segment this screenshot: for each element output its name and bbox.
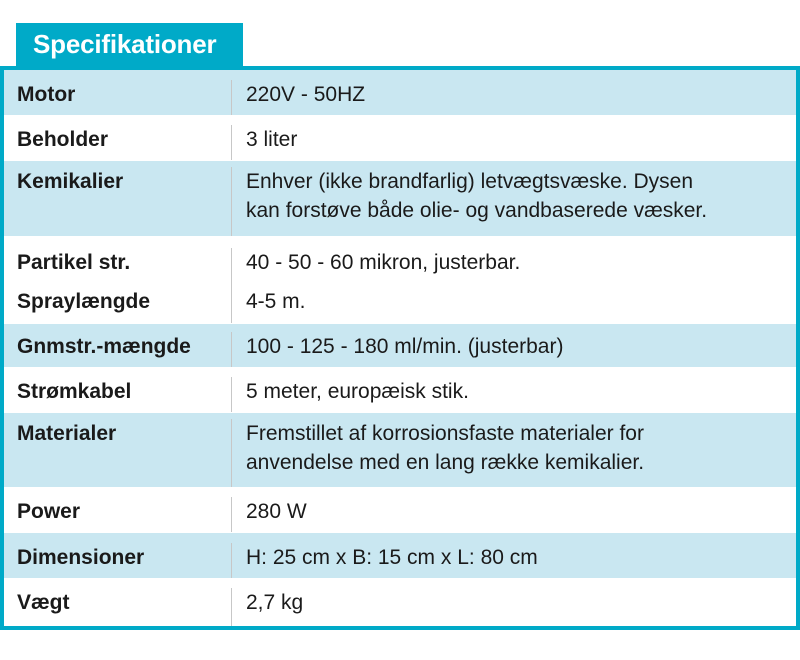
spec-label: Vægt (4, 588, 232, 626)
specifications-title: Specifikationer (16, 23, 243, 66)
spec-label: Dimensioner (4, 543, 232, 578)
spec-label: Gnmstr.-mængde (4, 332, 232, 367)
spec-value: 3 liter (246, 128, 298, 151)
spec-row-vaegt (4, 579, 796, 626)
spec-row-kemikalier (4, 161, 796, 237)
spec-label: Strømkabel (4, 377, 232, 412)
specifications-table (0, 66, 800, 630)
spec-row-partikel-spray (4, 237, 796, 324)
spec-row-stroemkabel (4, 368, 796, 413)
spec-row-power (4, 488, 796, 533)
spec-value: 40 - 50 - 60 mikron, justerbar. 4-5 m. (246, 251, 521, 313)
spec-row-beholder (4, 116, 796, 161)
spec-value: H: 25 cm x B: 15 cm x L: 80 cm (246, 546, 538, 569)
spec-value: 280 W (246, 500, 307, 523)
spec-label: Power (4, 497, 232, 532)
spec-label: Partikel str. Spraylængde (4, 248, 232, 323)
spec-row-dimensioner (4, 533, 796, 579)
spec-row-motor (4, 70, 796, 116)
spec-value: 5 meter, europæisk stik. (246, 380, 469, 403)
spec-label: Kemikalier (4, 167, 232, 236)
spec-row-materialer (4, 413, 796, 488)
spec-label: Motor (4, 80, 232, 115)
spec-value: Enhver (ikke brandfarlig) letvægtsvæske. Dysen kan forstøve både olie- og vandbaserede væsker. (246, 170, 708, 222)
spec-row-gnmstr (4, 324, 796, 368)
spec-value: 100 - 125 - 180 ml/min. (justerbar) (246, 335, 564, 358)
spec-value: 220V - 50HZ (246, 83, 366, 106)
spec-value: 2,7 kg (246, 591, 304, 614)
spec-value: Fremstillet af korrosionsfaste materialer for anvendelse med en lang række kemikalier. (246, 422, 645, 474)
spec-label: Beholder (4, 125, 232, 160)
spec-label: Materialer (4, 419, 232, 487)
